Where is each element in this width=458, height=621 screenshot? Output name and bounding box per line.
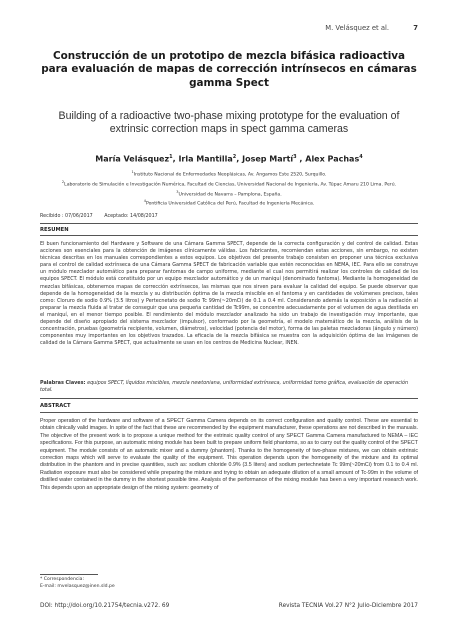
title-spanish: Construcción de un prototipo de mezcla bifásica radioactiva para evaluación de mapas de corrección intrínsecos en cámaras gamma Spect [41,50,417,89]
resumen-heading: RESUMEN [40,227,69,233]
divider [40,235,418,236]
correspondence-email: E-mail: mvelasquez@inen.sld.pe [40,584,115,589]
page-number: 7 [413,24,418,32]
affiliations [40,169,418,208]
submission-dates [40,214,168,219]
journal-info: Revista TECNIA Vol.27 N°2 Julio-Diciembre 2017 [278,603,418,609]
footnote-divider [40,574,98,575]
received-date: Recibido : 07/06/2017 [40,214,93,219]
doi-link[interactable]: DOI: http://doi.org/10.21754/tecnia.v272. 69 [40,603,170,609]
author-affil-mark: 4 [359,154,363,160]
affiliation: $^2$Laboratorio de Simulación e Investigación Numérica, Facultad de Ciencias, Universidad Nacional de Ingeniería, Av. Túpac Amaru 210 Lima. Perú. [61,179,397,188]
author-name: Irla Mantilla [178,154,233,164]
running-author: M. Velásquez et al. [325,24,390,32]
accepted-date: Aceptado: 14/08/2017 [104,214,158,219]
author-list: María Velásquez$^1$, Irla Mantilla$^2$, Josep Martí$^3$ , Alex Pachas$^4$ [95,154,363,164]
affiliation: $^1$Instituto Nacional de Enfermedades Neoplásicas, Av. Angamos Este 2520, Surquillo. [131,170,327,178]
author-name: Alex Pachas [305,154,360,164]
author-name: Josep Martí [242,154,294,164]
divider [40,398,418,399]
divider [40,223,418,224]
abstract-heading: ABSTRACT [40,403,71,409]
author-affil-mark: 1 [169,154,173,160]
abstract-body: Proper operation of the hardware and software of a SPECT Gamma Camera depends on its correct configuration and quality control. These are essential to obtain clinically valid images. In spite of the fact that these are recommended by the equipment manufacturer, these operations are not described in the manuals. The objective of the present work is to propose a unique method for the extrinsic quality control of any SPECT Gamma Camera manufactured to NEMA – IEC specifications. For this purpose, an automatic mixing module has been built to prepare uniform field phantoms, so as to carry out the quality control of the SPECT equipment. The module consists of an automatic mixer and a dummy (phantom). Thanks to the homogeneity of two-phase mixtures, we can obtain extrinsic correction maps which will serve to evaluate the quality of the equipment. This operation depends upon the homogeneity of the mixture and its optimal distribution in the phantom and in precise quantities, such as: sodium chloride 0.9% (3.5 liters) and sodium pertechnetate Tc 99m(~20mCi) from 0.1 to 0.4 ml. Radiation exposure must also be considered while preparing the mixture and trying to obtain an adequate dilution of a small amount of Tc-99m in the volume of distilled water contained in the dummy in the shortest possible time. Analysis of the performance of the mixing module has been a very important research work. This depends upon an appropriate design of the mixing system: geometry of [40,418,418,491]
resumen-body: El buen funcionamiento del Hardware y Software de una Cámara Gamma SPECT, depende de la correcta configuración y del control de calidad. Estas acciones son esenciales para la obtención de imágenes clínicamente válidas. Los fabricantes, recomiendan estas acciones, sin embargo, no existen técnicas descritas en los manuales correspondientes a estos equipos. Los objetivos del presente trabajo consisten en proponer una técnica exclusiva para el control de calidad extrínseca de una Cámara Gamma SPECT de fabricación variable que estén reconocidas en NEMA, IEC. Para ello se construye un módulo mezclador automático para preparar fantomas de campo uniforme, mediante el cual nos permitirá realizar los controles de calidad de los equipos SPECT. El módulo está constituido por un equipo mezclador automático y de un maniquí (denominado fantoma). Mediante la homogeneidad de mezclas bifásicas, obtenemos mapas de corrección extrínsecos, las mismas que nos sirven para evaluar la calidad del equipo. Se puede observar que depende de la homogeneidad de la mezcla y su distribución óptima de la mezcla miscible en el fantoma y en cantidades de volúmenes precisos, tales como: Cloruro de sodio 0.9% (3.5 litros) y Pertecnetato de sodio Tc 99m(~20mCi) de 0.1 a 0.4 ml. Considerando además la exposición a la radiación al preparar la mezcla fluida al tratar de conseguir que una pequeña cantidad de Tc99m, se concentre adecuadamente por el volumen de agua destilada en el maniquí, en el menor tiempo posible. El rendimiento del módulo mezclador analizado ha sido un trabajo de investigación muy importante, que depende del diseño apropiado del sistema mezclador (impulsor), conformado por la geometría, el modelo matemático de la mezcla, análisis de la concentración, pruebas (geometría recipiente, volumen, diámetros), velocidad (potencia del motor), forma de las paletas mezcladoras (ángulo y número) componentes muy importantes en los objetivos trazados. La eficacia de la mezcla bifásica se muestra con la adquisición óptima de las imágenes de calidad de la Cámara Gamma SPECT, que actualmente se usan en los centros de Medicina Nuclear, INEN. [40,241,418,347]
affiliation: $^4$Pontificia Universidad Católica del Perú, Facultad de Ingeniería Mecánica. [143,199,315,208]
author-name: María Velásquez [95,154,170,164]
divider [40,412,418,413]
keywords [40,380,418,394]
title-english: Building of a radioactive two-phase mixing prototype for the evaluation of extrinsic correction maps in spect gamma cameras [58,110,400,136]
author-affil-mark: 3 [293,154,297,160]
keywords-text: equipos SPECT, líquidos miscibles, mezcla newtoniana, uniformidad extrínseca, uniformidad tomo gráfica, evaluación de operación total. [40,380,409,394]
running-head [325,24,418,32]
keywords-label: Palabras Claves: [40,380,86,386]
correspondence-note: * Correspondencia: [40,577,85,582]
author-affil-mark: 2 [232,154,237,160]
affiliation: $^3$Universidad de Navarra – Pamplona, España. [176,189,282,198]
